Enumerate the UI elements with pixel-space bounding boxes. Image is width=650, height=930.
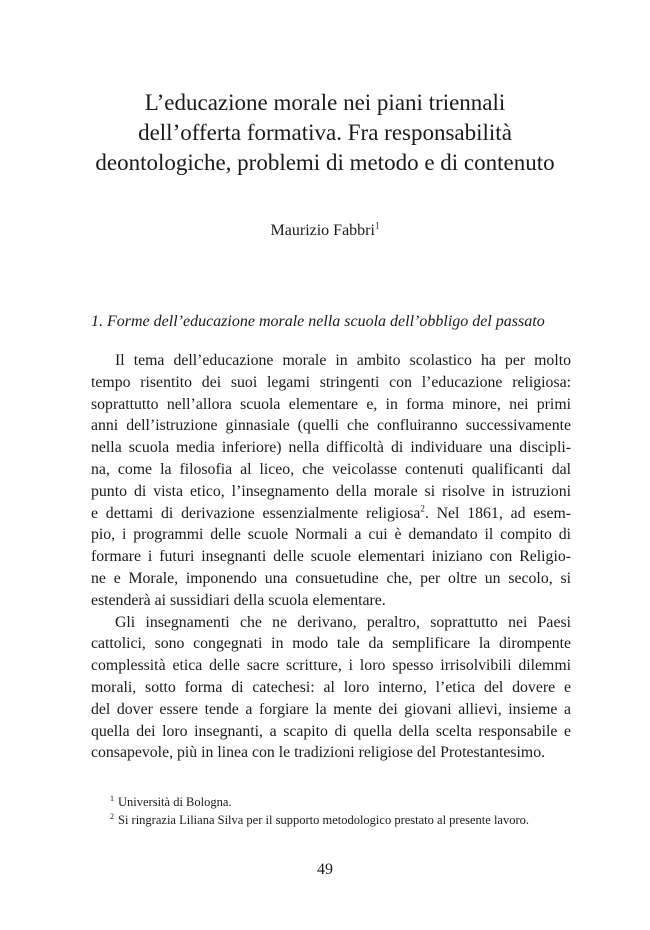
text-line: del dover essere tende a forgiare la mente dei giovani allievi, insieme a	[91, 700, 571, 718]
paragraph-2	[91, 612, 571, 765]
text-line: quella dei loro insegnanti, a scapito di quella della scelta responsabile e	[91, 722, 571, 740]
text-line: soprattutto nell’allora scuola elementare e, in forma minore, nei primi	[91, 395, 571, 413]
text-line: tempo risentito dei suoi legami stringenti con l’educazione religiosa:	[91, 373, 571, 391]
text-line: ne e Morale, imponendo una consuetudine che, per oltre un secolo, si	[91, 569, 571, 587]
text-line: formare i futuri insegnanti delle scuole elementari iniziano con Religio-	[91, 548, 571, 566]
text-line: pio, i programmi delle scuole Normali a cui è demandato il compito di	[91, 526, 571, 544]
footnotes	[110, 793, 580, 829]
text-line: cattolici, sono congegnati in modo tale da semplificare la dirompente	[91, 635, 571, 653]
footnote-ref-1: 1	[374, 220, 380, 231]
author-byline	[0, 221, 650, 241]
body-text	[91, 350, 571, 764]
text-line: punto di vista etico, l’insegnamento della morale si risolve in istruzioni	[91, 482, 571, 500]
footnote-text: Si ringrazia Liliana Silva per il supporto metodologico prestato al presente lavoro.	[118, 813, 529, 827]
footnote-text: Università di Bologna.	[118, 795, 232, 809]
chapter-title-line: L’educazione morale nei piani triennali	[144, 90, 506, 115]
footnote-ref-2: 2	[420, 503, 425, 514]
paragraph-1	[91, 350, 571, 612]
page-number: 49	[317, 861, 333, 878]
footnote-mark: 1	[110, 793, 114, 803]
text-line: nella scuola media inferiore) nella difficoltà di individuare una discipli-	[91, 439, 571, 457]
text-line: consapevole, più in linea con le tradizioni religiose del Protestantesimo.	[91, 744, 546, 762]
text-line: Il tema dell’educazione morale in ambito scolastico ha per molto	[115, 352, 571, 369]
author-name: Maurizio Fabbri	[270, 222, 375, 239]
text-line: na, come la filosofia al liceo, che veicolasse contenuti qualificanti dal	[91, 460, 571, 478]
text-line: complessità etica delle sacre scritture, i loro spesso irrisolvibili dilemmi	[91, 657, 571, 675]
chapter-title-line: dell’offerta formativa. Fra responsabilità	[138, 120, 512, 145]
text-line: anni dell’istruzione ginnasiale (quelli che confluiranno successivamente	[91, 417, 571, 435]
chapter-title	[60, 88, 590, 178]
text-line: morali, sotto forma di catechesi: al loro interno, l’etica del dovere e	[91, 678, 571, 696]
text-segment: . Nel 1861, ad esem-	[424, 504, 572, 522]
chapter-title-line: deontologiche, problemi di metodo e di contenuto	[95, 150, 555, 175]
footnote-1	[110, 793, 580, 811]
section-heading: 1. Forme dell’educazione morale nella scuola dell’obbligo del passato	[91, 313, 545, 330]
footnote-mark: 2	[110, 811, 114, 821]
footnote-2	[110, 811, 580, 829]
text-line: estenderà ai sussidiari della scuola elementare.	[91, 591, 386, 609]
text-line: Gli insegnamenti che ne derivano, peraltro, soprattutto nei Paesi	[115, 613, 571, 631]
text-line	[91, 503, 571, 525]
text-segment: e dettami di derivazione essenzialmente religiosa	[91, 504, 421, 522]
